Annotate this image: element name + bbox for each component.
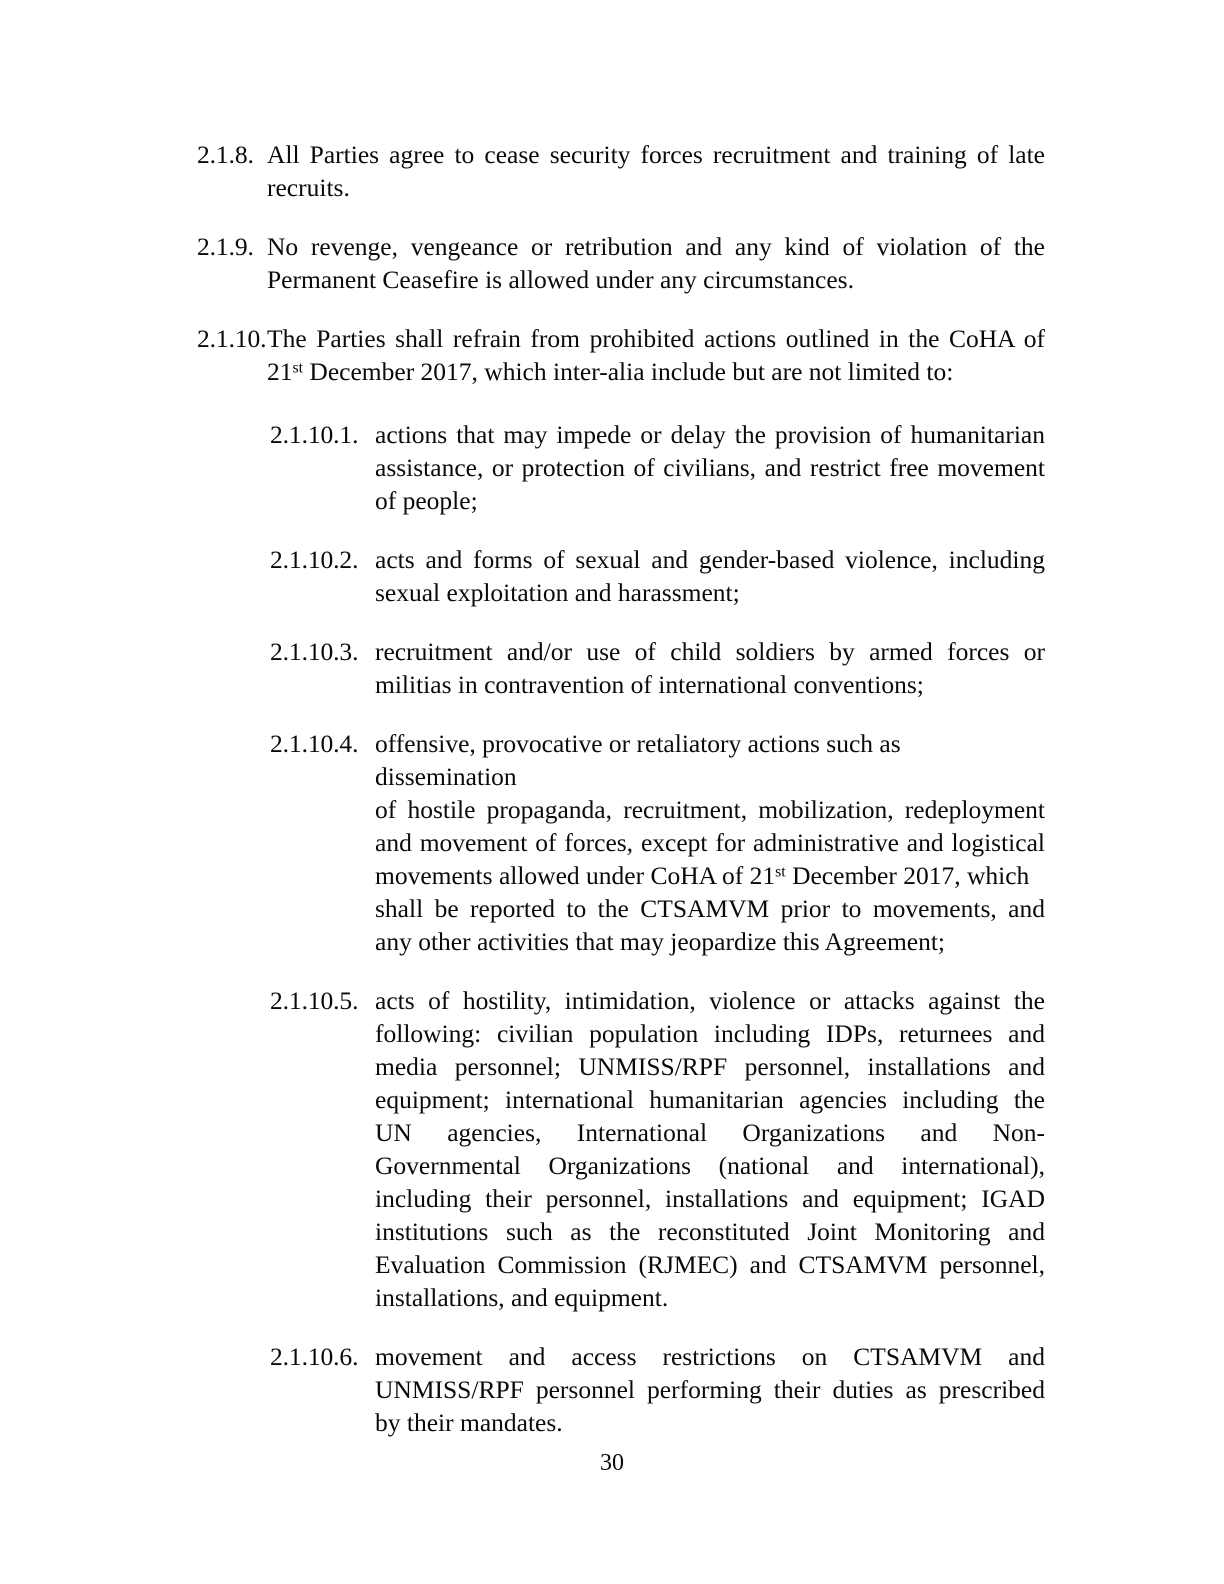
subclause-line: including their personnel, installations and equipment; IGAD bbox=[375, 1184, 1045, 1213]
subclause-line: any other activities that may jeopardize this Agreement; bbox=[375, 927, 946, 956]
subclause-line: UNMISS/RPF personnel performing their duties as prescribed bbox=[375, 1375, 1045, 1404]
subclause-2-1-10-5 bbox=[197, 984, 1045, 1314]
clause-2-1-10 bbox=[197, 322, 1045, 388]
subclause-line: assistance, or protection of civilians, and restrict free movement bbox=[375, 453, 1045, 482]
subclause-line-head: movements allowed under CoHA of 21 bbox=[375, 861, 776, 890]
subclause-text bbox=[375, 635, 1045, 701]
subclause-line: UN agencies, International Organizations and Non- bbox=[375, 1118, 1045, 1147]
subclause-line: institutions such as the reconstituted Joint Monitoring and bbox=[375, 1217, 1045, 1246]
subclause-text bbox=[375, 543, 1045, 609]
subclause-list bbox=[197, 418, 1045, 1439]
clause-2-1-8 bbox=[197, 138, 1045, 204]
subclause-line: of hostile propaganda, recruitment, mobilization, redeployment bbox=[375, 795, 1045, 824]
subclause-number: 2.1.10.6. bbox=[270, 1342, 359, 1371]
subclause-number: 2.1.10.1. bbox=[270, 420, 359, 449]
clause-line: All Parties agree to cease security forces recruitment and training of late bbox=[267, 140, 1045, 169]
subclause-number: 2.1.10.3. bbox=[270, 637, 359, 666]
subclause-line: equipment; international humanitarian agencies including the bbox=[375, 1085, 1045, 1114]
clause-line: recruits. bbox=[267, 173, 350, 202]
clause-line-with-ordinal bbox=[267, 355, 1045, 388]
subclause-line: Evaluation Commission (RJMEC) and CTSAMVM personnel, bbox=[375, 1250, 1045, 1279]
subclause-line: following: civilian population including IDPs, returnees and bbox=[375, 1019, 1045, 1048]
clause-2-1-9 bbox=[197, 230, 1045, 296]
clause-line: The Parties shall refrain from prohibited actions outlined in the CoHA of bbox=[267, 324, 1045, 353]
clause-line-tail: December 2017, which inter-alia include but are not limited to: bbox=[303, 357, 954, 386]
subclause-number: 2.1.10.4. bbox=[270, 729, 359, 758]
subclause-number: 2.1.10.2. bbox=[270, 545, 359, 574]
subclause-line-tail: December 2017, which bbox=[785, 861, 1030, 890]
subclause-number: 2.1.10.5. bbox=[270, 986, 359, 1015]
clause-number: 2.1.8. bbox=[197, 140, 254, 169]
subclause-line-with-ordinal bbox=[375, 859, 1045, 892]
ordinal-suffix: st bbox=[292, 359, 304, 377]
subclause-line: shall be reported to the CTSAMVM prior to movements, and bbox=[375, 894, 1045, 923]
subclause-line: recruitment and/or use of child soldiers by armed forces or bbox=[375, 637, 1045, 666]
subclause-2-1-10-2 bbox=[197, 543, 1045, 609]
clause-line: Permanent Ceasefire is allowed under any circumstances. bbox=[267, 265, 854, 294]
subclause-line: militias in contravention of international conventions; bbox=[375, 670, 924, 699]
subclause-line: and movement of forces, except for administrative and logistical bbox=[375, 828, 1045, 857]
subclause-2-1-10-3 bbox=[197, 635, 1045, 701]
subclause-line: by their mandates. bbox=[375, 1408, 563, 1437]
subclause-line: offensive, provocative or retaliatory actions such as dissemination bbox=[375, 729, 901, 791]
clause-list bbox=[197, 138, 1045, 1465]
subclause-line: media personnel; UNMISS/RPF personnel, installations and bbox=[375, 1052, 1045, 1081]
subclause-line: acts and forms of sexual and gender-based violence, including bbox=[375, 545, 1045, 574]
subclause-line: acts of hostility, intimidation, violence or attacks against the bbox=[375, 986, 1045, 1015]
subclause-text bbox=[375, 984, 1045, 1314]
subclause-line: of people; bbox=[375, 486, 478, 515]
ordinal-suffix: st bbox=[775, 863, 786, 881]
clause-number: 2.1.9. bbox=[197, 232, 254, 261]
clause-number: 2.1.10. bbox=[197, 324, 267, 353]
subclause-text bbox=[375, 1340, 1045, 1439]
subclause-line: Governmental Organizations (national and international), bbox=[375, 1151, 1045, 1180]
subclause-2-1-10-6 bbox=[197, 1340, 1045, 1439]
ordinal-number: 21 bbox=[267, 357, 293, 386]
clause-text bbox=[267, 138, 1045, 204]
subclause-line: movement and access restrictions on CTSAMVM and bbox=[375, 1342, 1045, 1371]
subclause-line: actions that may impede or delay the provision of humanitarian bbox=[375, 420, 1045, 449]
subclause-line: installations, and equipment. bbox=[375, 1283, 669, 1312]
clause-text bbox=[267, 230, 1045, 296]
subclause-2-1-10-4 bbox=[197, 727, 1045, 958]
page-number: 30 bbox=[600, 1450, 624, 1476]
clause-line: No revenge, vengeance or retribution and any kind of violation of the bbox=[267, 232, 1045, 261]
subclause-2-1-10-1 bbox=[197, 418, 1045, 517]
page-footer bbox=[0, 1448, 1224, 1478]
subclause-text bbox=[375, 727, 1045, 958]
subclause-line: sexual exploitation and harassment; bbox=[375, 578, 740, 607]
subclause-text bbox=[375, 418, 1045, 517]
clause-text bbox=[267, 322, 1045, 388]
